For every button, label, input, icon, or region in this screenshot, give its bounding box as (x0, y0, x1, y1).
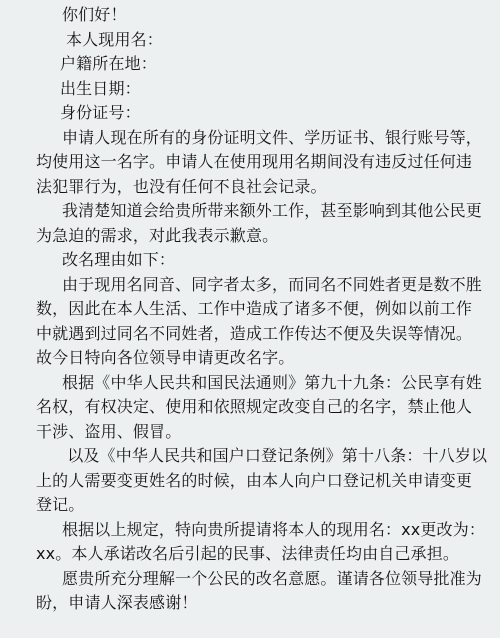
paragraph-reasons-heading: 改名理由如下： (62, 250, 176, 269)
paragraph-identity-documents: 申请人现在所有的身份证明文件、学历证书、银行账号等，均使用这一名字。申请人在使用现用名期间没有违反过任何违法犯罪行为，也没有任何不良社会记录。 (36, 127, 482, 196)
paragraph-household-regulation: 以及《中华人民共和国户口登记条例》第十八条：十八岁以上的人需要变更姓名的时候，由本人向户口登记机关申请变更登记。 (36, 446, 488, 514)
paragraph-closing: 愿贵所充分理解一个公民的改名意愿。谨请各位领导批准为盼，申请人深表感谢！ (36, 568, 482, 612)
greeting-line: 你们好！ (62, 5, 127, 24)
birth-date-field: 出生日期： (60, 78, 141, 98)
paragraph-apology: 我清楚知道会给贵所带来额外工作，甚至影响到其他公民更为急迫的需求，对此我表示歉意。 (36, 201, 482, 245)
paragraph-civil-law: 根据《中华人民共和国民法通则》第九十九条：公民享有姓名权，有权决定、使用和依照规定改变自己的名字，禁止他人干涉、盗用、假冒。 (36, 372, 482, 441)
current-name-field: 本人现用名： (66, 29, 163, 49)
paragraph-reason-details: 由于现用名同音、同字者太多，而同名不同姓者更是数不胜数，因此在本人生活、工作中造成了诸多不便，例如以前工作中就遇到过同名不同姓者，造成工作传达不便及失误等情况。故今日特向各位领导申请更改名字。 (36, 274, 482, 367)
paragraph-request: 根据以上规定，特向贵所提请将本人的现用名：xx更改为：xx。本人承诺改名后引起的民事、法律责任均由自己承担。 (36, 519, 485, 563)
household-registration-field: 户籍所在地： (60, 54, 157, 73)
id-number-field: 身份证号： (60, 103, 141, 122)
